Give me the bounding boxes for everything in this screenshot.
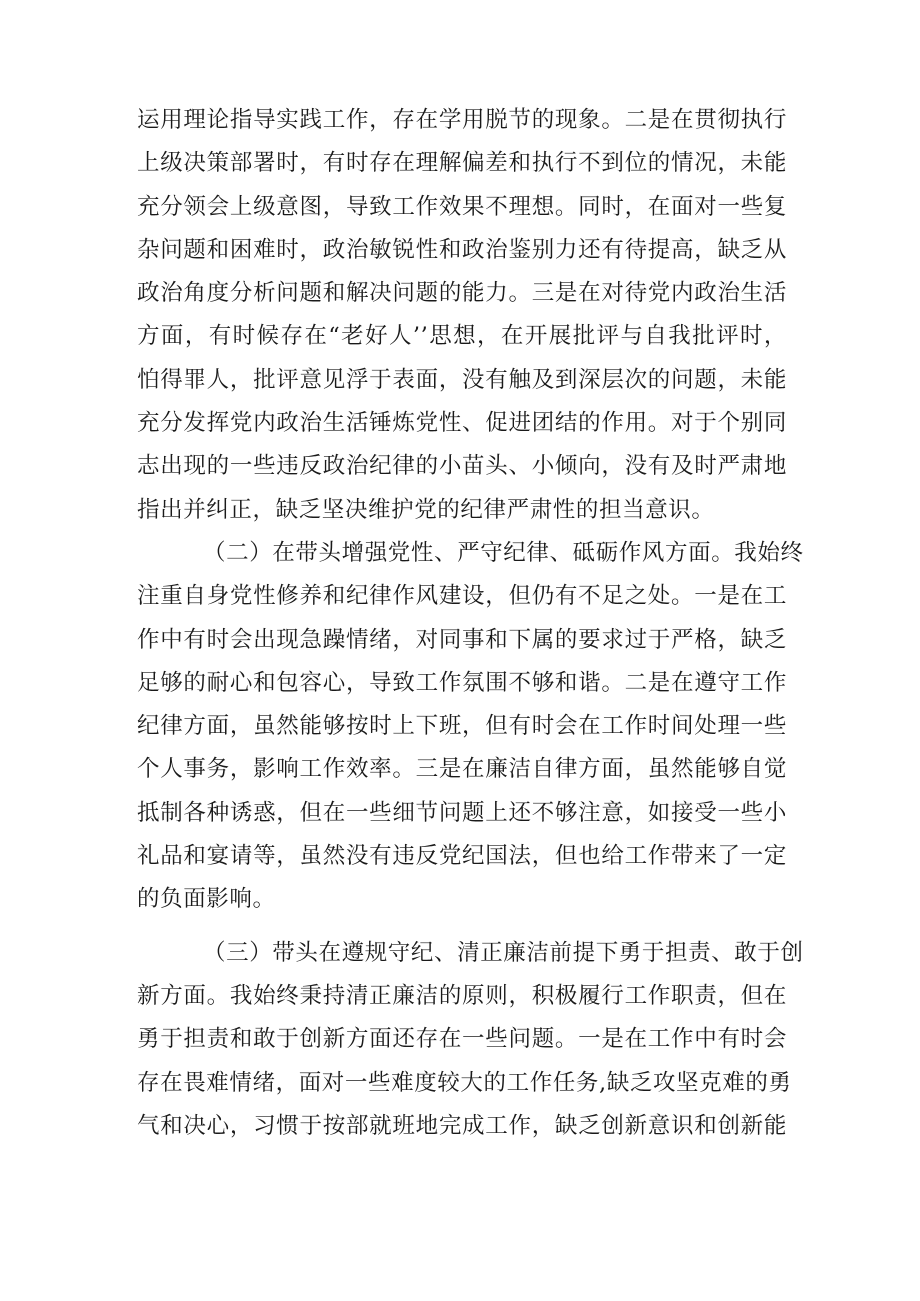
text-line: 杂问题和困难时，政治敏锐性和政治鉴别力还有待提高，缺乏从 (137, 236, 787, 263)
text-line: 政治角度分析问题和解决问题的能力。三是在对待党内政治生活 (137, 280, 787, 307)
text-line: 抵制各种诱惑，但在一些细节问题上还不够注意，如接受一些小 (137, 799, 787, 826)
text-line: 上级决策部署时，有时存在理解偏差和执行不到位的情况，未能 (137, 150, 787, 177)
text-line: 志出现的一些违反政治纪律的小苗头、小倾向，没有及时严肃地 (137, 453, 787, 480)
paragraph-2 (137, 532, 804, 922)
paragraph-1 (137, 99, 787, 532)
text-line: 的负面影响。 (137, 886, 276, 913)
text-line: 注重自身党性修养和纪律作风建设，但仍有不足之处。一是在工 (137, 583, 787, 610)
text-line: 足够的耐心和包容心，导致工作氛围不够和谐。二是在遵守工作 (137, 669, 787, 696)
text-line: 个人事务，影响工作效率。三是在廉洁自律方面，虽然能够自觉 (137, 756, 787, 783)
text-line: 纪律方面，虽然能够按时上下班，但有时会在工作时间处理一些 (137, 713, 787, 740)
text-line: 新方面。我始终秉持清正廉洁的原则，积极履行工作职责，但在 (137, 982, 787, 1009)
text-line: 气和决心，习惯于按部就班地完成工作，缺乏创新意识和创新能 (137, 1112, 787, 1139)
paragraph-spacer (137, 922, 787, 932)
text-line: （二）在带头增强党性、严守纪律、砥砺作风方面。我始终 (203, 539, 804, 566)
text-line: 充分领会上级意图，导致工作效果不理想。同时，在面对一些复 (137, 193, 787, 220)
text-line: 怕得罪人，批评意见浮于表面，没有触及到深层次的问题，未能 (137, 366, 787, 393)
paragraph-3 (137, 932, 804, 1148)
text-line: （三）带头在遵规守纪、清正廉洁前提下勇于担责、敢于创 (203, 939, 804, 966)
document-body (137, 99, 804, 1148)
text-line: 存在畏难情绪，面对一些难度较大的工作任务,缺乏攻坚克难的勇 (137, 1069, 792, 1096)
text-line: 方面，有时候存在“老好人’’思想，在开展批评与自我批评时， (137, 323, 787, 350)
text-line: 作中有时会出现急躁情绪，对同事和下属的要求过于严格，缺乏 (137, 626, 787, 653)
text-line: 勇于担责和敢于创新方面还存在一些问题。一是在工作中有时会 (137, 1026, 787, 1053)
text-line: 指出并纠正，缺乏坚决维护党的纪律严肃性的担当意识。 (137, 496, 715, 523)
text-line: 运用理论指导实践工作，存在学用脱节的现象。二是在贯彻执行 (137, 107, 787, 133)
text-line: 充分发挥党内政治生活锤炼党性、促进团结的作用。对于个别同 (137, 410, 787, 437)
text-line: 礼品和宴请等，虽然没有违反党纪国法，但也给工作带来了一定 (137, 843, 787, 870)
